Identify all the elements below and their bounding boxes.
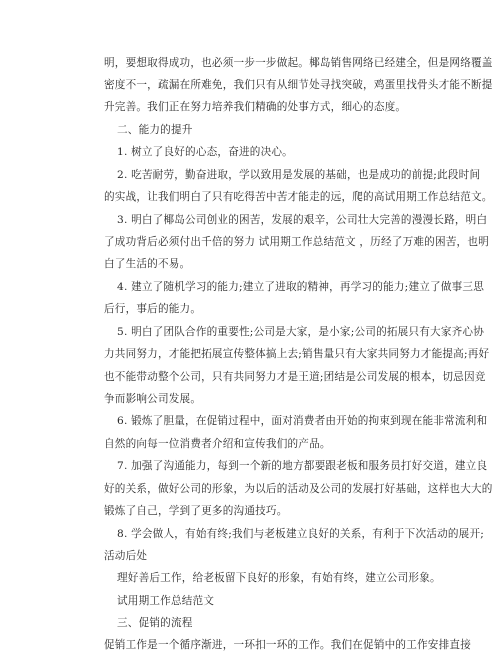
body-text-line: 密度不一，疏漏在所难免，我们只有从细节处寻找突破，鸡蛋里找骨头才能不断提 bbox=[104, 79, 493, 91]
list-item: 7. 加强了沟通能力，每到一个新的地方都要跟老板和服务员打好交道，建立良 bbox=[117, 460, 488, 472]
body-text-line: 后行，事后的能力。 bbox=[104, 303, 202, 315]
body-text-line: 促销工作是一个循序渐进，一环扣一环的工作。我们在促销中的工作安排直接 bbox=[104, 639, 471, 651]
body-text-line: 争而影响公司发展。 bbox=[104, 393, 202, 405]
body-text-line: 理好善后工作，给老板留下良好的形象，有始有终，建立公司形象。 bbox=[117, 572, 441, 584]
list-item: 3. 明白了椰岛公司创业的困苦，发展的艰辛，公司壮大完善的漫漫长路，明白 bbox=[117, 214, 488, 226]
body-text-line: 的实战，让我们明白了只有吃得苦中苦才能走的远，爬的高试用期工作总结范文。 bbox=[104, 191, 493, 203]
body-text-line: 锻炼了自己，学到了更多的沟通技巧。 bbox=[104, 505, 288, 517]
body-text-line: 了成功背后必须付出千倍的努力 试用期工作总结范文 ，历经了万难的困苦，也明 bbox=[104, 236, 489, 248]
list-item: 8. 学会做人，有始有终;我们与老板建立良好的关系，有利于下次活动的展开; bbox=[117, 528, 485, 540]
list-item: 5. 明白了团队合作的重要性;公司是大家，是小家;公司的拓展只有大家齐心协 bbox=[117, 326, 485, 338]
body-text-line: 活动后处 bbox=[104, 550, 148, 562]
body-text-line: 自然的向每一位消费者介绍和宣传我们的产品。 bbox=[104, 438, 331, 450]
body-text-line: 也不能带动整个公司，只有共同努力才是王道;团结是公司发展的根本，切忌因竞 bbox=[104, 371, 486, 383]
list-item: 2. 吃苦耐劳，勤奋进取，学以致用是发展的基础，也是成功的前提;此段时间 bbox=[117, 169, 481, 181]
list-item: 1. 树立了良好的心态，奋进的决心。 bbox=[117, 146, 293, 158]
section-heading: 试用期工作总结范文 bbox=[117, 595, 215, 607]
list-item: 6. 锻炼了胆量，在促销过程中，面对消费者由开始的拘束到现在能非常流利和 bbox=[117, 415, 488, 427]
body-text-line: 明，要想取得成功，也必须一步一步做起。椰岛销售网络已经建全，但是网络覆盖 bbox=[104, 57, 493, 69]
section-heading: 三、促销的流程 bbox=[117, 617, 193, 629]
section-heading: 二、能力的提升 bbox=[117, 124, 193, 136]
body-text-line: 升完善。我们正在努力培养我们精确的处事方式，细心的态度。 bbox=[104, 101, 407, 113]
body-text-line: 力共同努力，才能把拓展宣传整体搞上去;销售量只有大家共同努力才能提高;再好 bbox=[104, 348, 490, 360]
body-text-line: 白了生活的不易。 bbox=[104, 258, 191, 270]
body-text-line: 好的关系，做好公司的形象，为以后的活动及公司的发展打好基础，这样也大大的 bbox=[104, 483, 493, 495]
list-item: 4. 建立了随机学习的能力;建立了进取的精神，再学习的能力;建立了做事三思 bbox=[117, 281, 485, 293]
